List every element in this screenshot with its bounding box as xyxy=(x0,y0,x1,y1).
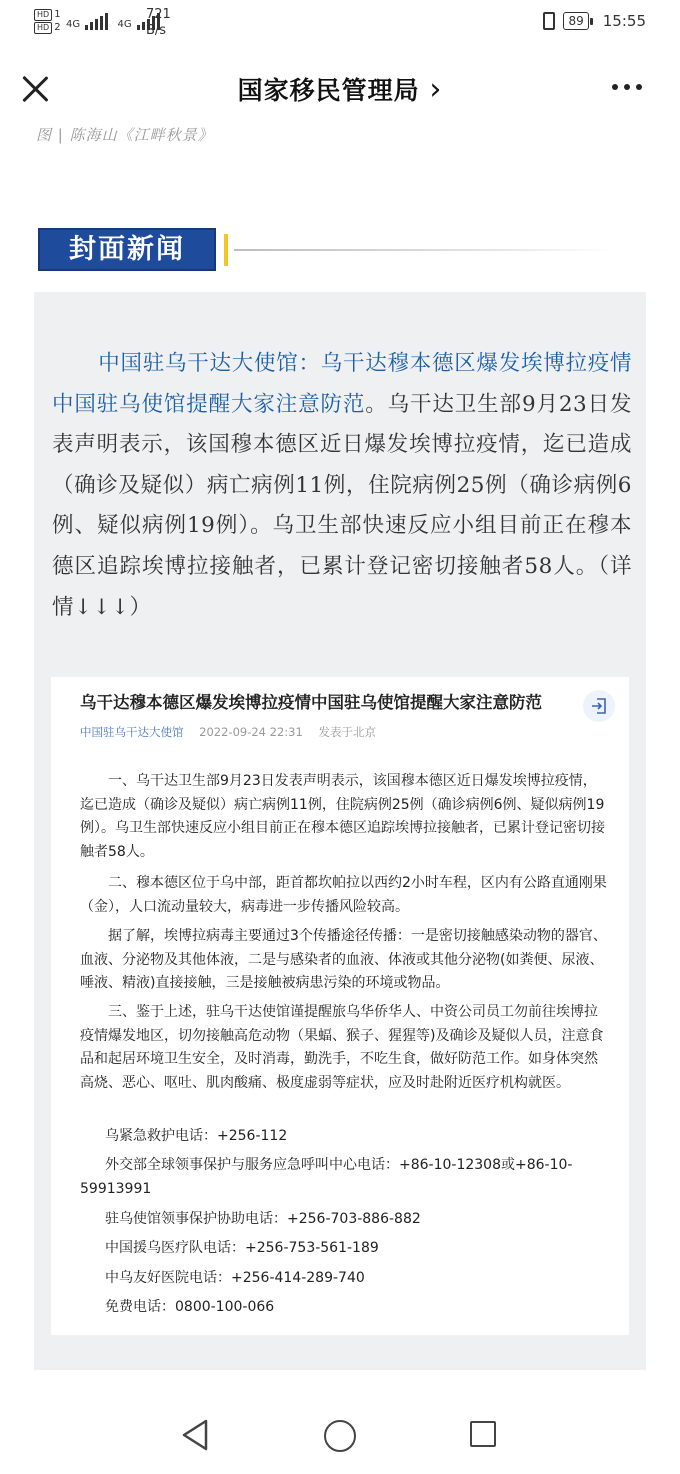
back-triangle-icon[interactable] xyxy=(180,1418,210,1452)
card-title[interactable]: 乌干达穆本德区爆发埃博拉疫情中国驻乌使馆提醒大家注意防范 xyxy=(80,693,542,712)
card-paragraph-2: 二、穆本德区位于乌中部，距首都坎帕拉以西约2小时车程，区内有公路直通刚果（金），人口流动量较大，病毒进一步传播风险较高。 xyxy=(80,875,607,915)
card-location: 发表于北京 xyxy=(318,725,376,739)
home-circle-icon[interactable] xyxy=(324,1420,356,1452)
card-paragraph-1: 一、乌干达卫生部9月23日发表声明表示，该国穆本德区近日爆发埃博拉疫情，迄已造成（确诊及疑似）病亡病例11例，住院病例25例（确诊病例6例、疑似病例19例）。乌卫生部快速反应小组目前正在穆本德区追踪埃博拉接触者，已累计登记密切接触者58人。 xyxy=(80,773,605,860)
hd-badge-2: HD xyxy=(34,22,52,34)
contact-emergency: 乌紧急救护电话：+256-112 xyxy=(105,1128,288,1144)
contact-friendship-hospital: 中乌友好医院电话：+256-414-289-740 xyxy=(105,1270,365,1286)
sim-indicators xyxy=(34,8,61,34)
section-banner: 封面新闻 xyxy=(38,228,216,271)
network-speed-unit: B/s xyxy=(146,23,167,38)
image-caption: 图 | 陈海山《江畔秋景》 xyxy=(36,126,214,144)
network-speed-value: 721 xyxy=(146,7,171,22)
lead-body: 。乌干达卫生部9月23日发表声明表示，该国穆本德区近日爆发埃博拉疫情，迄已造成（确诊及疑似）病亡病例11例，住院病例25例（确诊病例6例、疑似病例19例）。乌卫生部快速反应小组目前正在穆本德区追踪埃博拉接触者，已累计登记密切接触者58人。（详情↓↓↓） xyxy=(52,391,632,620)
card-meta xyxy=(80,724,376,740)
card-source[interactable]: 中国驻乌干达大使馆 xyxy=(80,725,184,739)
clock: 15:55 xyxy=(602,12,646,30)
network-type-2: 4G xyxy=(117,19,132,30)
card-datetime: 2022-09-24 22:31 xyxy=(199,725,303,739)
account-name[interactable]: 国家移民管理局 xyxy=(237,76,420,105)
banner-accent xyxy=(224,234,228,266)
contact-embassy: 驻乌使馆领事保护协助电话：+256-703-886-882 xyxy=(105,1211,421,1227)
article-link[interactable]: 中国驻乌干达大使馆：乌干达穆本德区爆发埃博拉疫情中国驻乌使馆提醒大家注意防范 xyxy=(52,351,632,417)
chevron-right-icon[interactable]: › xyxy=(429,72,443,107)
recent-apps-square-icon[interactable] xyxy=(470,1421,496,1447)
more-options-icon[interactable] xyxy=(612,84,652,94)
banner-divider xyxy=(234,249,614,251)
contact-mfa-hotline: 外交部全球领事保护与服务应急呼叫中心电话：+86-10-12308或+86-10-59913991 xyxy=(80,1157,573,1197)
signal-bars-icon xyxy=(85,12,108,30)
card-paragraph xyxy=(80,1001,610,1095)
open-article-icon[interactable] xyxy=(583,690,615,722)
lead-paragraph xyxy=(52,344,632,628)
battery-icon: 89 xyxy=(563,12,588,30)
hd-badge-1: HD xyxy=(34,9,52,21)
network-speed xyxy=(146,7,171,39)
contact-free-line: 免费电话：0800-100-066 xyxy=(105,1299,275,1315)
status-bar xyxy=(0,0,680,48)
hd-badge-1-index: 1 xyxy=(54,9,61,20)
card-paragraph xyxy=(80,925,610,996)
network-type-1: 4G xyxy=(66,19,81,30)
page-title[interactable] xyxy=(0,72,680,109)
status-right xyxy=(543,12,646,30)
card-paragraph xyxy=(80,872,610,919)
hd-badge-2-index: 2 xyxy=(54,22,61,33)
card-paragraph-3: 据了解，埃博拉病毒主要通过3个传播途径传播：一是密切接触感染动物的器官、血液、分泌物及其他体液，二是与感染者的血液、体液或其他分泌物(如粪便、尿液、唾液、精液)直接接触，三是接触被病患污染的环境或物品。 xyxy=(80,928,607,991)
vibrate-icon xyxy=(543,12,555,30)
card-paragraph-4: 三、鉴于上述，驻乌干达使馆谨提醒旅乌华侨华人、中资公司员工勿前往埃博拉疫情爆发地区，切勿接触高危动物（果蝠、猴子、猩猩等)及确诊及疑似人员，注意食品和起居环境卫生安全，及时消毒，勤洗手，不吃生食，做好防范工作。如身体突然高烧、恶心、呕吐、肌肉酸痛、极度虚弱等症状，应及时赴附近医疗机构就医。 xyxy=(80,1004,604,1091)
contact-medical-team: 中国援乌医疗队电话：+256-753-561-189 xyxy=(105,1240,379,1256)
card-paragraph xyxy=(80,770,610,864)
